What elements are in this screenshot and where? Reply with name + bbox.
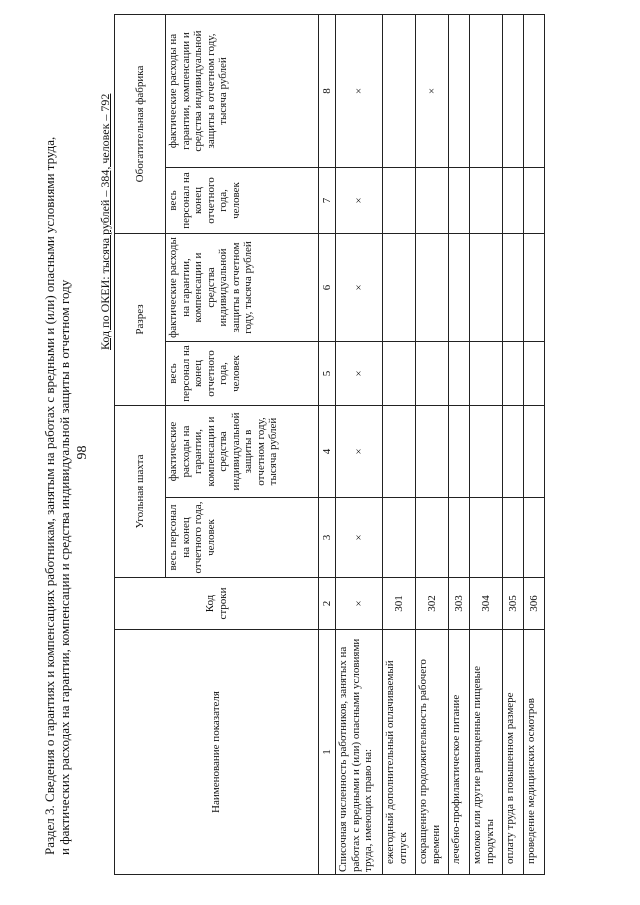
cell-value: [449, 406, 470, 498]
cell-value: [503, 168, 524, 234]
header-staff: весь персонал на конец отчетного года, человек: [166, 168, 319, 234]
cell-value: ×: [336, 14, 383, 167]
table-row: [383, 14, 416, 874]
table-row: [449, 14, 470, 874]
row-code: ×: [336, 578, 383, 630]
cell-value: [449, 498, 470, 578]
cell-value: [383, 234, 416, 342]
cell-value: [470, 168, 503, 234]
header-group-plant: Обогатительная фабрика: [115, 14, 166, 233]
cell-value: [524, 342, 545, 406]
section-title: Раздел 3. Сведения о гарантиях и компенсациях работникам, занятым на работах с вредными и (или) опасными условиями труда, и фактических расходах на гарантии, компенсации и средства индивидуальной защиты в отчетном году: [42, 136, 72, 855]
row-code: 304: [470, 578, 503, 630]
cell-value: [524, 14, 545, 167]
cell-value: [470, 342, 503, 406]
header-staff: весь персонал на конец отчетного года, человек: [166, 498, 319, 578]
row-label: сокращенную продолжительность рабочего времени: [416, 630, 449, 875]
row-code: 305: [503, 578, 524, 630]
header-staff: весь персонал на конец отчетного года, человек: [166, 342, 319, 406]
column-number: 6: [319, 234, 336, 342]
cell-value: ×: [336, 406, 383, 498]
cell-value: [503, 406, 524, 498]
header-group-mine: Угольная шахта: [115, 406, 166, 578]
cell-value: ×: [336, 342, 383, 406]
row-label: молоко или другие равноценные пищевые продукты: [470, 630, 503, 875]
cell-value: [470, 406, 503, 498]
cell-value: [383, 14, 416, 167]
table-row: [416, 14, 449, 874]
row-label: лечебно-профилактическое питание: [449, 630, 470, 875]
cell-value: [524, 406, 545, 498]
cell-value: [449, 234, 470, 342]
table-row: [336, 14, 383, 874]
table-row: [470, 14, 503, 874]
cell-value: [416, 234, 449, 342]
row-label: Списочная численность работников, занятых на работах с вредными и (или) опасными условиями труда, имеющих право на:: [336, 630, 383, 875]
cell-value: [524, 234, 545, 342]
cell-value: [449, 14, 470, 167]
column-number: 2: [319, 578, 336, 630]
guarantees-table: [114, 14, 545, 875]
table-row: [524, 14, 545, 874]
cell-value: [383, 168, 416, 234]
row-code: 306: [524, 578, 545, 630]
header-expenses: фактические расходы на гарантии, компенсации и средства индивидуальной защиты в отчетном году, тысяча рублей: [166, 234, 319, 342]
cell-value: [416, 342, 449, 406]
column-number: 8: [319, 14, 336, 167]
row-label: проведение медицинских осмотров: [524, 630, 545, 875]
row-code: 301: [383, 578, 416, 630]
column-number: 3: [319, 498, 336, 578]
cell-value: [470, 498, 503, 578]
header-code: Код строки: [115, 578, 319, 630]
page-number: 98: [75, 445, 90, 460]
row-label: ежегодный дополнительный оплачиваемый отпуск: [383, 630, 416, 875]
column-number: 5: [319, 342, 336, 406]
header-indicator: Наименование показателя: [115, 630, 319, 875]
header-expenses: фактические расходы на гарантии, компенсации и средства индивидуальной защиты в отчетном году, тысяча рублей: [166, 406, 319, 498]
cell-value: [416, 168, 449, 234]
cell-value: ×: [336, 234, 383, 342]
cell-value: ×: [336, 498, 383, 578]
cell-value: [503, 14, 524, 167]
header-group-pit: Разрез: [115, 234, 166, 406]
cell-value: ×: [416, 14, 449, 167]
cell-value: ×: [336, 168, 383, 234]
cell-value: [416, 498, 449, 578]
row-label: оплату труда в повышенном размере: [503, 630, 524, 875]
cell-value: [416, 406, 449, 498]
table-row: [503, 14, 524, 874]
column-number: 7: [319, 168, 336, 234]
cell-value: [383, 498, 416, 578]
cell-value: [383, 342, 416, 406]
header-expenses: фактические расходы на гарантии, компенсации и средства индивидуальной защиты в отчетном году, тысяча рублей: [166, 14, 319, 167]
cell-value: [449, 342, 470, 406]
cell-value: [503, 234, 524, 342]
cell-value: [470, 14, 503, 167]
cell-value: [524, 168, 545, 234]
cell-value: [503, 498, 524, 578]
column-number: 1: [319, 630, 336, 875]
cell-value: [503, 342, 524, 406]
cell-value: [449, 168, 470, 234]
cell-value: [524, 498, 545, 578]
cell-value: [383, 406, 416, 498]
row-code: 303: [449, 578, 470, 630]
cell-value: [470, 234, 503, 342]
row-code: 302: [416, 578, 449, 630]
column-number: 4: [319, 406, 336, 498]
okei-code: Код по ОКЕИ: тысяча рублей – 384, человек – 792: [98, 93, 112, 350]
